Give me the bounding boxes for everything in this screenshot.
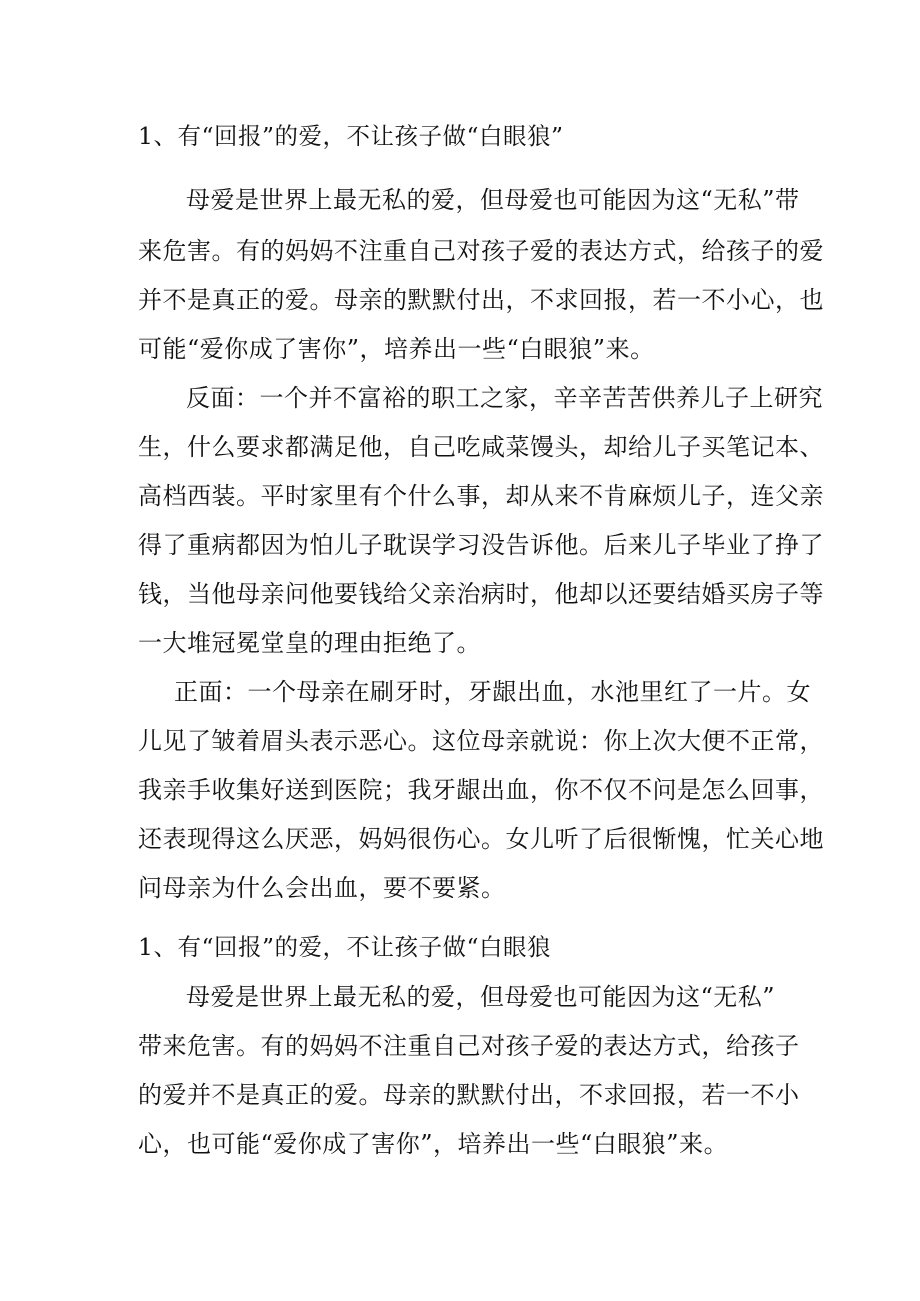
paragraph-line: 生，什么要求都满足他，自己吃咸菜馒头，却给儿子买笔记本、 bbox=[138, 433, 824, 461]
paragraph-line: 还表现得这么厌恶，妈妈很伤心。女儿听了后很惭愧，忙关心地 bbox=[138, 825, 824, 853]
paragraph-line: 心，也可能“爱你成了害你”，培养出一些“白眼狼”来。 bbox=[138, 1130, 729, 1158]
paragraph-line: 可能“爱你成了害你”，培养出一些“白眼狼”来。 bbox=[138, 335, 655, 363]
paragraph-line: 一大堆冠冕堂皇的理由拒绝了。 bbox=[138, 629, 481, 657]
paragraph-line: 儿见了皱着眉头表示恶心。这位母亲就说：你上次大便不正常， bbox=[138, 727, 824, 755]
section-heading: 1、有“回报”的爱，不让孩子做“白眼狼” bbox=[138, 122, 564, 150]
paragraph-line: 反面：一个并不富裕的职工之家，辛辛苦苦供养儿子上研究 bbox=[186, 384, 823, 412]
paragraph-line: 高档西装。平时家里有个什么事，却从来不肯麻烦儿子，连父亲 bbox=[138, 482, 824, 510]
paragraph-line: 带来危害。有的妈妈不注重自己对孩子爱的表达方式，给孩子 bbox=[138, 1032, 800, 1060]
paragraph-line: 我亲手收集好送到医院；我牙龈出血，你不仅不问是怎么回事， bbox=[138, 776, 824, 804]
paragraph-line: 母爱是世界上最无私的爱，但母爱也可能因为这“无私”带 bbox=[186, 186, 800, 214]
paragraph-line: 并不是真正的爱。母亲的默默付出，不求回报，若一不小心，也 bbox=[138, 286, 824, 314]
section-heading: 1、有“回报”的爱，不让孩子做“白眼狼 bbox=[138, 933, 551, 961]
paragraph-line: 来危害。有的妈妈不注重自己对孩子爱的表达方式，给孩子的爱 bbox=[138, 237, 824, 265]
paragraph-line: 母爱是世界上最无私的爱，但母爱也可能因为这“无私” bbox=[186, 983, 776, 1011]
paragraph-line: 钱，当他母亲问他要钱给父亲治病时，他却以还要结婚买房子等 bbox=[138, 580, 824, 608]
paragraph-line: 正面：一个母亲在刷牙时，牙龈出血，水池里红了一片。女 bbox=[174, 678, 811, 706]
paragraph-line: 的爱并不是真正的爱。母亲的默默付出，不求回报，若一不小 bbox=[138, 1081, 800, 1109]
paragraph-line: 问母亲为什么会出血，要不要紧。 bbox=[138, 874, 506, 902]
paragraph-line: 得了重病都因为怕儿子耽误学习没告诉他。后来儿子毕业了挣了 bbox=[138, 531, 824, 559]
